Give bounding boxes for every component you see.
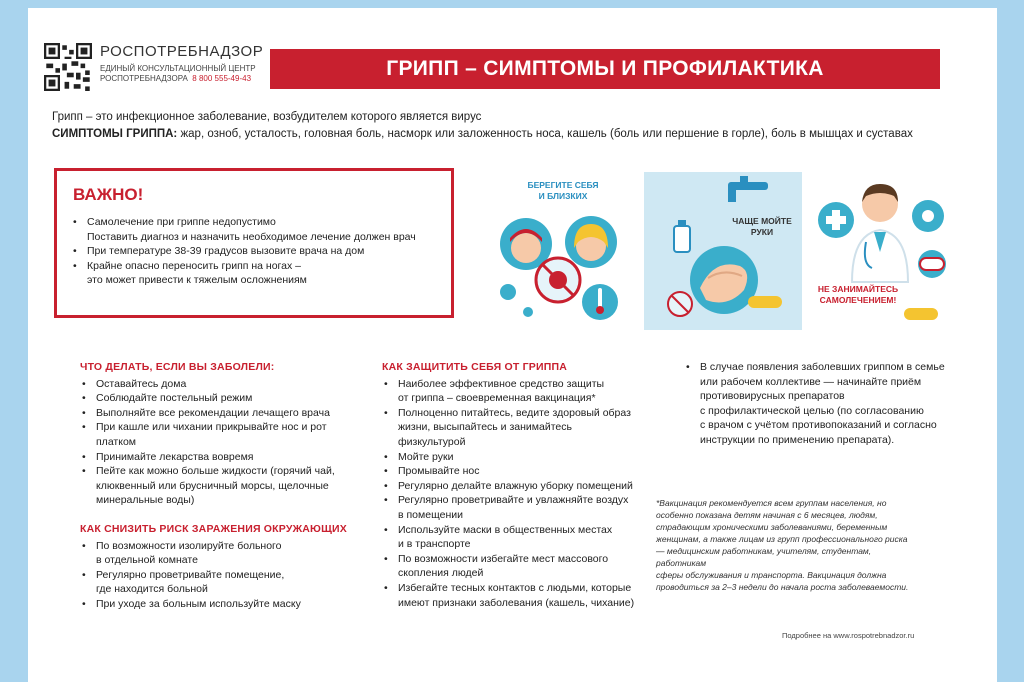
list-item-text: с профилактической целью (по согласованию [700, 404, 924, 417]
important-item [71, 215, 451, 244]
list-item-text: • Наиболее эффективное средство защиты [398, 377, 605, 390]
column-sick [80, 360, 370, 612]
list-item-text: • По возможности избегайте мест массового [398, 552, 609, 565]
footnote-line: — медицинским работникам, учителям, студентам, работникам [656, 546, 872, 568]
hotline-phone: 8 800 555-49-43 [192, 74, 252, 83]
list-item-text: противовирусных препаратов [700, 390, 845, 403]
list-item-text: Принимайте лекарства вовремя [96, 450, 254, 463]
protect-heading: КАК ЗАЩИТИТЬ СЕБЯ ОТ ГРИППА [382, 361, 567, 373]
illustration-wash-hands [644, 172, 802, 330]
list-item-text: и в транспорте [398, 538, 471, 551]
list-item-text: физкультурой [398, 435, 466, 448]
list-item-text: инструкции по применению препарата). [700, 433, 895, 446]
list-item-text: Регулярно делайте влажную уборку помещений [398, 479, 633, 492]
more-info-link-text: Подробнее на www.rospotrebnadzor.ru [782, 631, 915, 640]
faces-icon [488, 202, 638, 332]
sick-heading: ЧТО ДЕЛАТЬ, ЕСЛИ ВЫ ЗАБОЛЕЛИ: [80, 361, 275, 373]
list-item-text: имеют признаки заболевания (кашель, чихание) [398, 596, 635, 609]
list-item-text: Соблюдайте постельный режим [96, 392, 253, 405]
important-list [71, 215, 451, 288]
family-list [684, 360, 974, 448]
list-item [80, 568, 370, 597]
important-item-text: • Крайне опасно переносить грипп на ногах – [87, 259, 302, 272]
footnote-line: сферы обслуживания и транспорта. Вакцинация должна [656, 570, 887, 580]
list-item-text: Промывайте нос [398, 465, 480, 478]
footnote-line: *Вакцинация рекомендуется всем группам населения, но [656, 498, 887, 508]
list-item-text: клюквенный или брусничный морсы, щелочные [96, 479, 329, 492]
list-item-text: минеральные воды) [96, 494, 195, 507]
list-item [382, 493, 672, 522]
list-item-text: Мойте руки [398, 450, 454, 463]
list-item [382, 377, 672, 406]
list-item-text: • Пейте как можно больше жидкости (горячий чай, [96, 465, 335, 478]
org-sub-line-2-text: РОСПОТРЕБНАДЗОРА [100, 74, 188, 83]
org-subtitle [100, 64, 256, 84]
org-sub-line-1: ЕДИНЫЙ КОНСУЛЬТАЦИОННЫЙ ЦЕНТР [100, 64, 256, 73]
list-item-text: где находится больной [96, 583, 208, 596]
list-item-text: или рабочем коллективе — начинайте приём [700, 375, 922, 388]
list-item [80, 406, 370, 421]
list-item-text: • В случае появления заболевших гриппом в семье [700, 361, 945, 373]
list-item [80, 450, 370, 465]
list-item [382, 552, 672, 581]
list-item [382, 581, 672, 610]
list-item [382, 464, 672, 479]
important-box [54, 168, 454, 318]
intro-symptoms [52, 126, 932, 143]
list-item-text: • Полноценно питайтесь, ведите здоровый образ [398, 406, 631, 419]
hands-washing-icon [644, 218, 802, 328]
column-family [684, 360, 974, 448]
important-item-text: Поставить диагноз и назначить необходимое лечение должен врач [87, 230, 416, 243]
important-item-text: • Самолечение при гриппе недопустимо [87, 216, 276, 228]
illustration-no-selfmed [806, 172, 956, 330]
risk-list [80, 539, 370, 612]
org-sub-line-2 [100, 74, 256, 84]
list-item [80, 391, 370, 406]
list-item-text: в помещении [398, 508, 463, 521]
list-item-text: • По возможности изолируйте больного [96, 539, 282, 552]
list-item-text: • При кашле или чихании прикрывайте нос и рот [96, 421, 327, 434]
list-item-text: жизни, высыпайтесь и занимайтесь [398, 421, 572, 434]
symptoms-text: жар, озноб, усталость, головная боль, насморк или заложенность носа, кашель (боль или першение в горле), боль в мышцах и суставах [177, 128, 913, 140]
important-item [71, 244, 451, 259]
list-item [80, 377, 370, 392]
list-item [382, 406, 672, 450]
list-item-text: с врачом с учётом противопоказаний и согласно [700, 419, 937, 432]
selfmed-caption [808, 284, 908, 306]
important-item-text: • При температуре 38-39 градусов вызовите врача на дом [87, 245, 365, 257]
qr-code-icon [44, 43, 92, 91]
list-item-text: • Избегайте тесных контактов с людьми, которые [398, 581, 632, 594]
column-protect [382, 360, 672, 610]
important-heading: ВАЖНО! [73, 185, 144, 204]
care-caption-line-1: БЕРЕГИТЕ СЕБЯ [527, 180, 599, 190]
footnote-line: особенно показана детям начиная с 6 месяцев, людям, [656, 510, 878, 520]
care-caption [498, 180, 628, 202]
list-item-text: При уходе за больным используйте маску [96, 597, 301, 610]
page-title: ГРИПП – СИМПТОМЫ И ПРОФИЛАКТИКА [386, 57, 824, 80]
intro-text [52, 109, 932, 143]
list-item-text: скопления людей [398, 567, 484, 580]
care-caption-line-2: И БЛИЗКИХ [538, 191, 588, 201]
footnote-line: женщинам, а также лицам из групп профессионального риска [656, 534, 908, 544]
intro-definition: Грипп – это инфекционное заболевание, возбудителем которого является вирус [52, 111, 482, 123]
title-banner [270, 49, 940, 89]
list-item [80, 539, 370, 568]
list-item [80, 597, 370, 612]
illustration-care [488, 172, 638, 330]
important-item-text: это может привести к тяжелым осложнениям [87, 274, 307, 286]
footnote-line: проводиться за 2–3 недели до начала роста заболеваемости. [656, 582, 909, 592]
list-item-text: платком [96, 435, 137, 448]
org-name: РОСПОТРЕБНАДЗОР [100, 43, 264, 60]
list-item-text: • Регулярно проветривайте и увлажняйте воздух [398, 494, 629, 507]
list-item-text: • Регулярно проветривайте помещение, [96, 568, 285, 581]
list-item [382, 523, 672, 552]
faucet-icon [644, 172, 802, 222]
protect-list [382, 377, 672, 611]
list-item-text: Выполняйте все рекомендации лечащего врача [96, 406, 330, 419]
selfmed-caption-line-2: САМОЛЕЧЕНИЕМ! [819, 295, 897, 305]
pills-icon [902, 304, 942, 324]
footnote-line: страдающим хроническими заболеваниями, беременным [656, 522, 888, 532]
list-item-text: Оставайтесь дома [96, 377, 187, 390]
list-item-text: от гриппа – своевременная вакцинация* [398, 392, 596, 405]
list-item-text: • Используйте маски в общественных местах [398, 523, 613, 536]
list-item [80, 464, 370, 508]
wash-caption-line-1: ЧАЩЕ МОЙТЕ [732, 216, 792, 226]
risk-heading: КАК СНИЗИТЬ РИСК ЗАРАЖЕНИЯ ОКРУЖАЮЩИХ [80, 522, 347, 535]
list-item [80, 420, 370, 449]
important-item [71, 259, 451, 288]
selfmed-caption-line-1: НЕ ЗАНИМАЙТЕСЬ [817, 284, 899, 294]
symptoms-label: СИМПТОМЫ ГРИППА: [52, 128, 178, 140]
wash-caption-line-2: РУКИ [750, 227, 774, 237]
list-item [382, 450, 672, 465]
list-item [382, 479, 672, 494]
vaccination-footnote [656, 497, 916, 593]
sick-list [80, 377, 370, 508]
list-item-text: в отдельной комнате [96, 554, 198, 567]
list-item [684, 360, 974, 448]
